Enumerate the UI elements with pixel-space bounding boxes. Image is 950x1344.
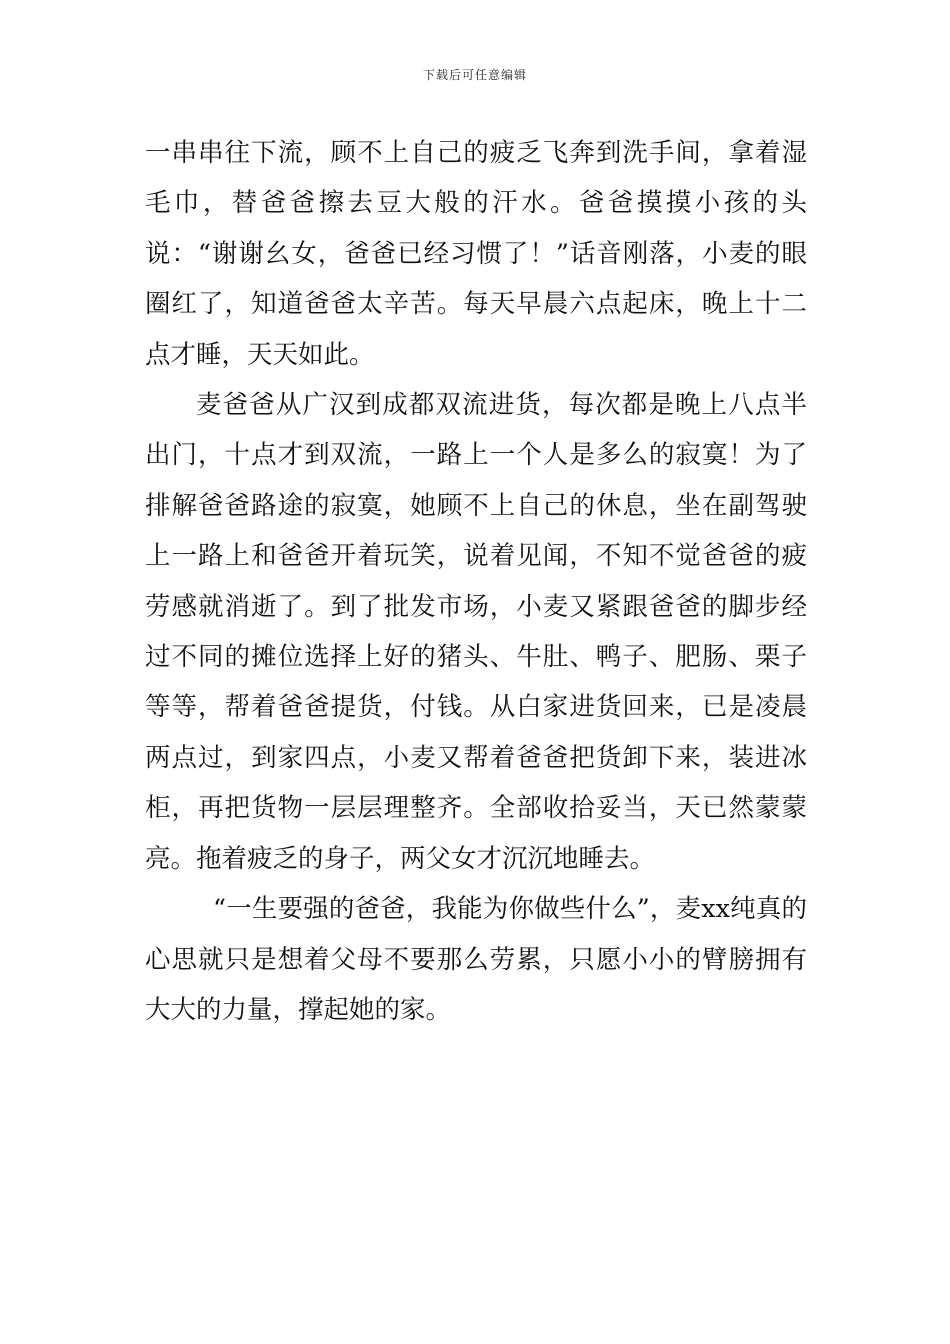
- paragraph-1: 一串串往下流，顾不上自己的疲乏飞奔到洗手间，拿着湿毛巾，替爸爸擦去豆大般的汗水。爸爸摸摸小孩的头说：“谢谢幺女，爸爸已经习惯了！”话音刚落，小麦的眼圈红了，知道爸爸太辛苦。每天早晨六点起床，晚上十二点才睡，天天如此。: [145, 138, 807, 370]
- paragraph-2: 麦爸爸从广汉到成都双流进货，每次都是晚上八点半出门，十点才到双流，一路上一个人是多么的寂寞！为了排解爸爸路途的寂寞，她顾不上自己的休息，坐在副驾驶上一路上和爸爸开着玩笑，说着见闻，不知不觉爸爸的疲劳感就消逝了。到了批发市场，小麦又紧跟爸爸的脚步经过不同的摊位选择上好的猪头、牛肚、鸭子、肥肠、栗子等等，帮着爸爸提货，付钱。从白家进货回来，已是凌晨两点过，到家四点，小麦又帮着爸爸把货卸下来，装进冰柜，再把货物一层层理整齐。全部收拾妥当，天已然蒙蒙亮。拖着疲乏的身子，两父女才沉沉地睡去。: [145, 390, 807, 874]
- page-header: 下载后可任意编辑: [422, 68, 527, 82]
- paragraph-3: “一生要强的爸爸，我能为你做些什么”，麦xx纯真的心思就只是想着父母不要那么劳累，只愿小小的臂膀拥有大大的力量，撑起她的家。: [145, 894, 807, 1025]
- document-body: [145, 128, 807, 1035]
